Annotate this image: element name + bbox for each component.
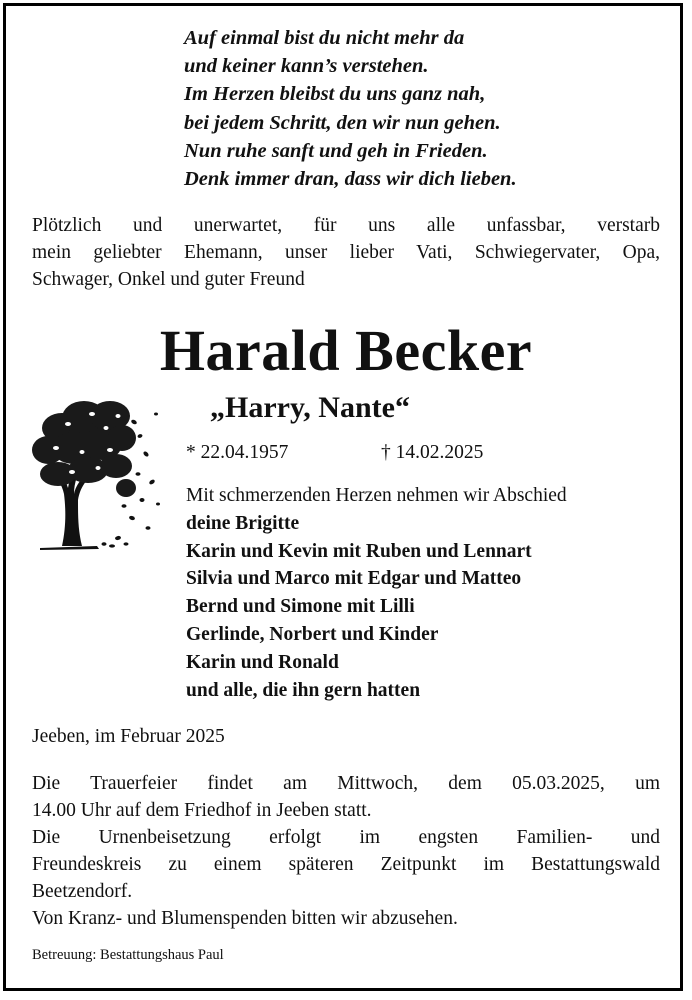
mourner-entry: Gerlinde, Norbert und Kinder	[186, 623, 439, 645]
mourner-entry: Karin und Kevin mit Ruben und Lennart	[186, 540, 532, 562]
ceremony-info	[32, 770, 660, 932]
mourner-entry: Bernd und Simone mit Lilli	[186, 596, 415, 618]
poem-line: Denk immer dran, dass wir dich lieben.	[184, 168, 517, 191]
intro-line: mein geliebter Ehemann, unser lieber Vati, Schwiegervater, Opa,	[32, 242, 660, 263]
ceremony-line: 14.00 Uhr auf dem Friedhof in Jeeben statt.	[32, 800, 372, 821]
ceremony-line: Die Urnenbeisetzung erfolgt im engsten Familien- und	[32, 827, 660, 848]
funeral-home-credit: Betreuung: Bestattungshaus Paul	[32, 947, 224, 963]
place-date: Jeeben, im Februar 2025	[32, 726, 225, 747]
ceremony-line: Freundeskreis zu einem späteren Zeitpunkt im Bestattungswald	[32, 854, 660, 875]
ceremony-line: Die Trauerfeier findet am Mittwoch, dem 05.03.2025, um	[32, 773, 660, 794]
poem	[184, 24, 654, 193]
deceased-name: Harald Becker	[159, 318, 533, 383]
deceased-nickname: „Harry, Nante“	[210, 391, 410, 424]
poem-line: Im Herzen bleibst du uns ganz nah,	[184, 83, 486, 106]
intro-line: Plötzlich und unerwartet, für uns alle unfassbar, verstarb	[32, 215, 660, 236]
ceremony-line: Von Kranz- und Blumenspenden bitten wir abzusehen.	[32, 908, 458, 929]
poem-line: und keiner kann’s verstehen.	[184, 55, 429, 78]
mourner-entry: und alle, die ihn gern hatten	[186, 679, 421, 701]
mourner-entry: Karin und Ronald	[186, 651, 339, 673]
tree-icon	[22, 388, 172, 558]
mourners-list	[186, 482, 666, 704]
birth-date: * 22.04.1957	[186, 442, 289, 463]
intro-text	[32, 212, 660, 293]
death-date: † 14.02.2025	[381, 442, 484, 463]
mourner-entry: deine Brigitte	[186, 512, 300, 534]
ceremony-line: Beetzendorf.	[32, 881, 133, 902]
mourners-intro: Mit schmerzenden Herzen nehmen wir Abschied	[186, 485, 567, 506]
poem-line: Nun ruhe sanft und geh in Frieden.	[184, 139, 488, 162]
poem-line: bei jedem Schritt, den wir nun gehen.	[184, 111, 501, 134]
intro-line: Schwager, Onkel und guter Freund	[32, 269, 305, 290]
mourner-entry: Silvia und Marco mit Edgar und Matteo	[186, 568, 522, 590]
poem-line: Auf einmal bist du nicht mehr da	[184, 27, 465, 49]
